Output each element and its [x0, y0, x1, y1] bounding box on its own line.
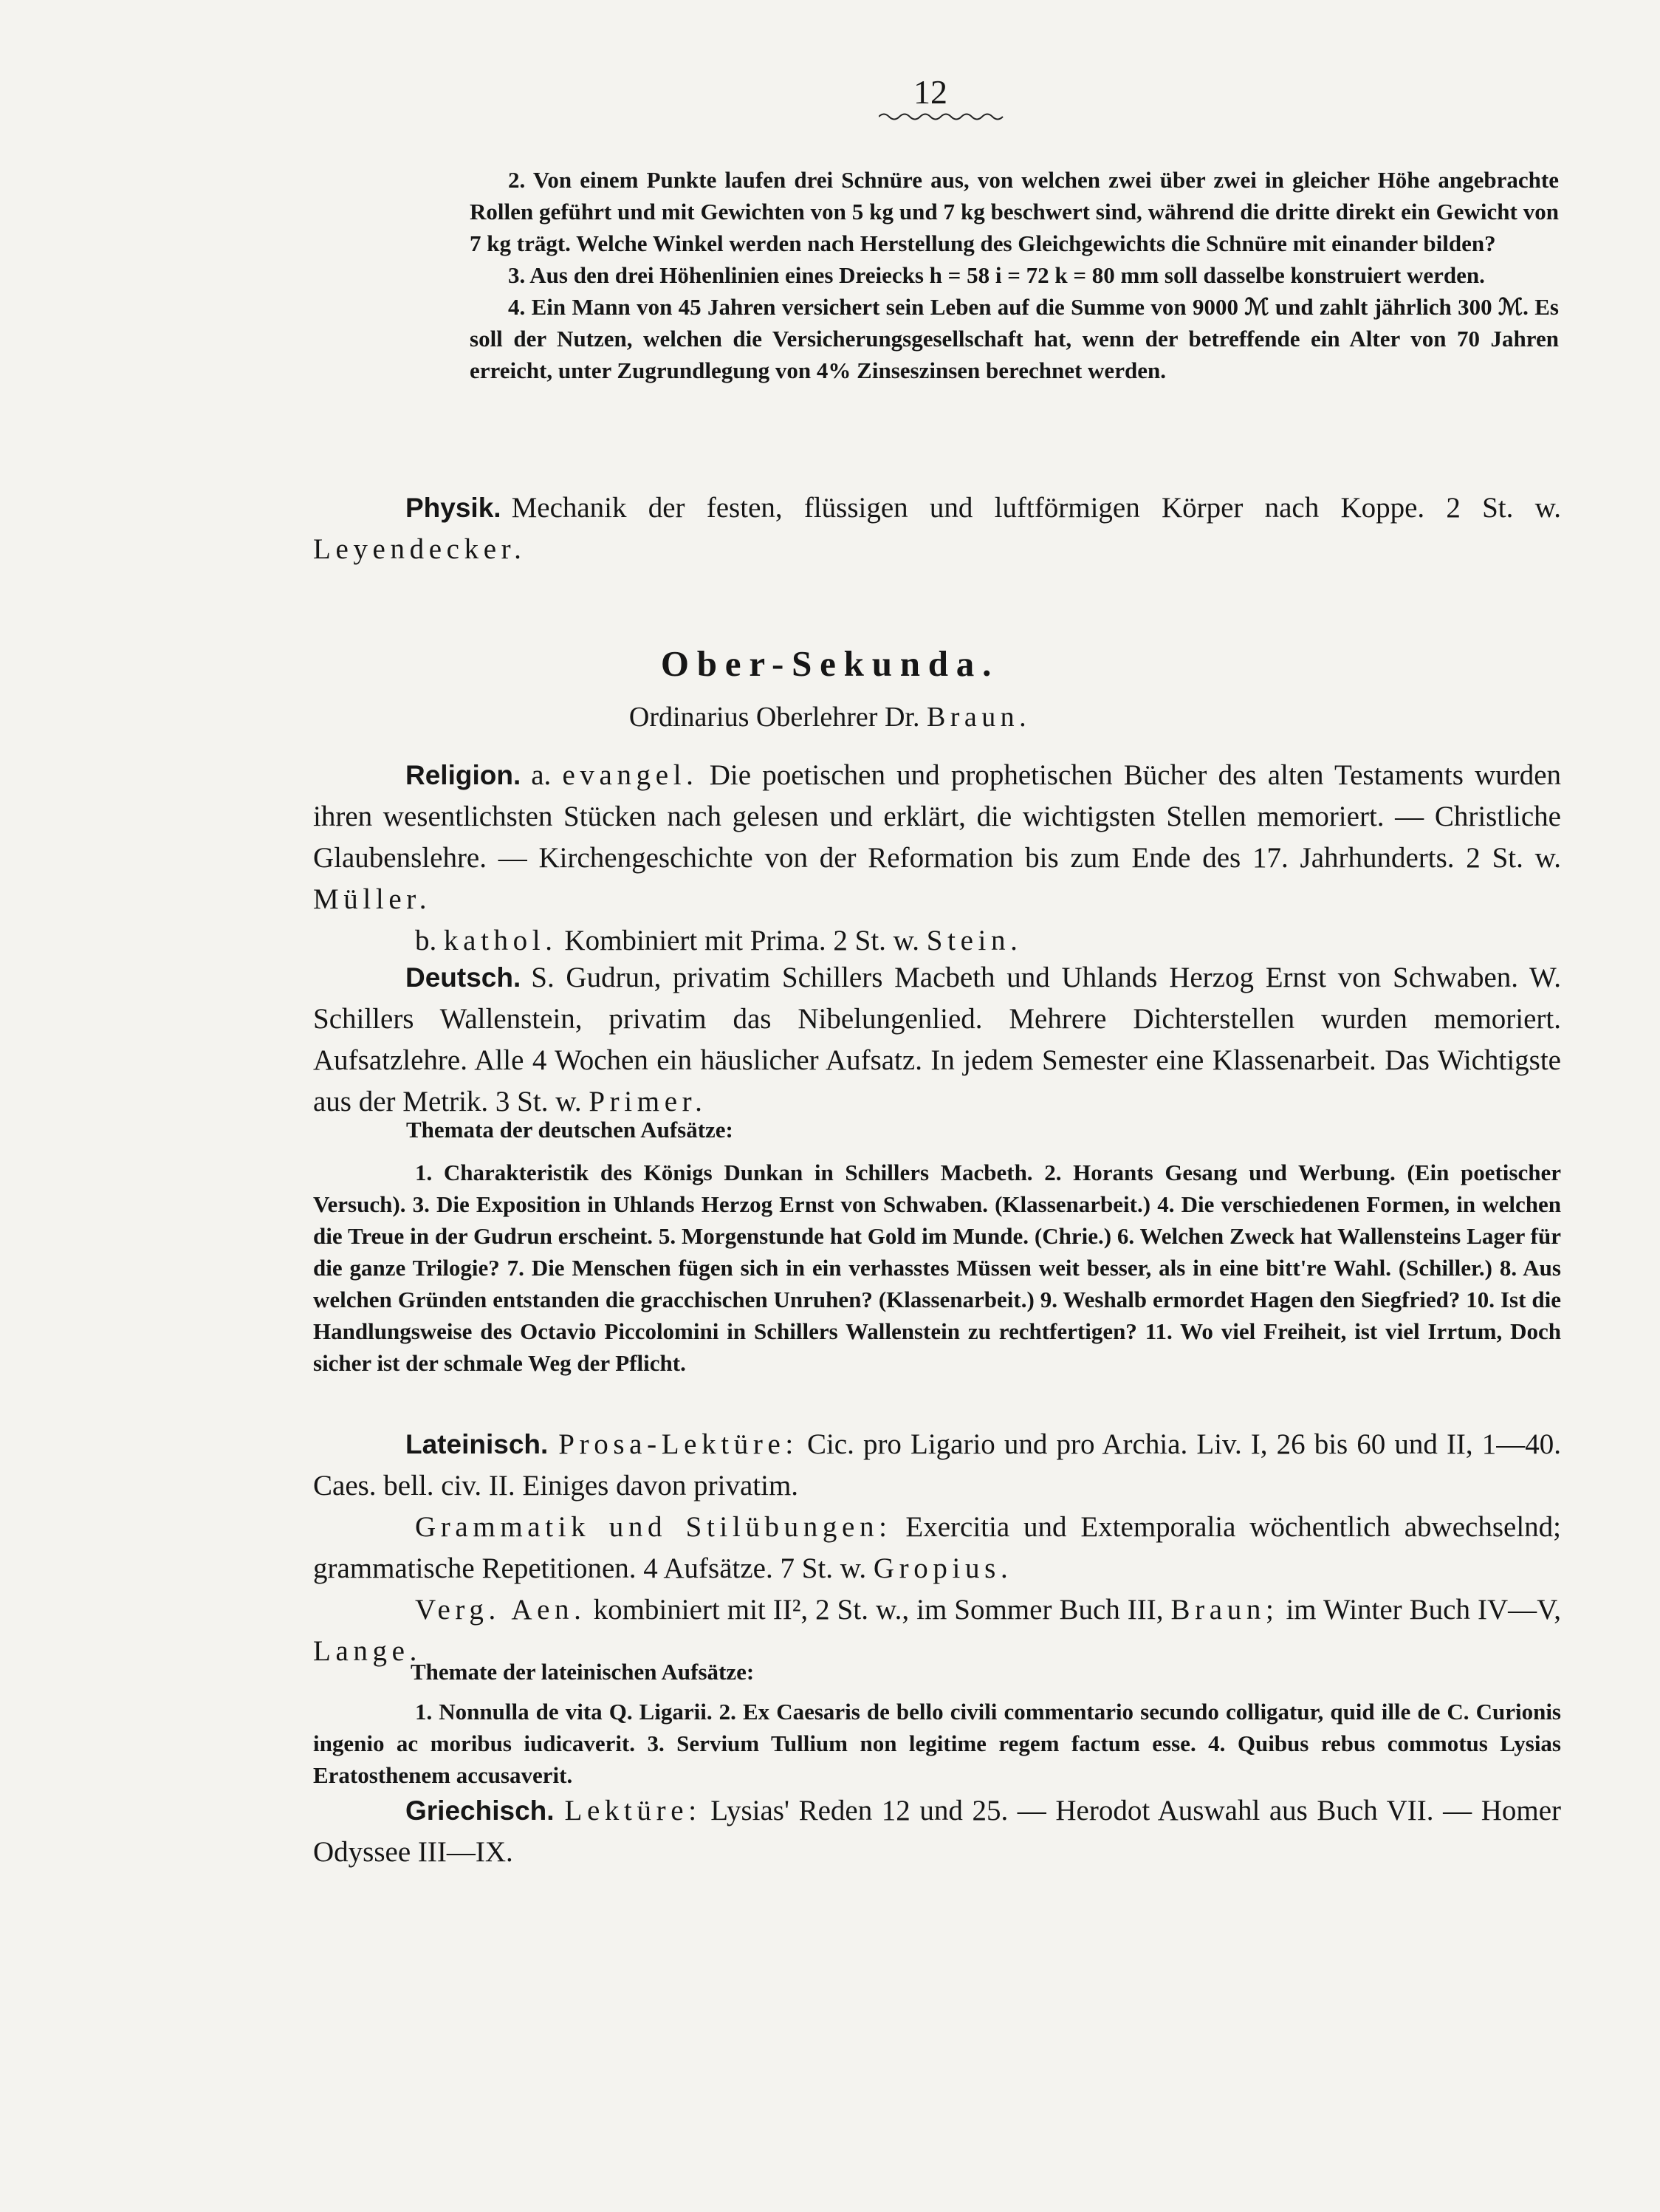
deutsch-topics-heading: Themata der deutschen Aufsätze: [406, 1117, 733, 1143]
latein-label: Lateinisch. [405, 1429, 549, 1459]
physik-text: Mechanik der festen, flüssigen und luftförmigen Körper nach Koppe. 2 St. w. [511, 492, 1561, 524]
griechisch-section: Griechisch. Lektüre: Lysias' Reden 12 und 25. — Herodot Auswahl aus Buch VII. — Homer Odyssee III—IX. [313, 1795, 1562, 1868]
latein-topics-heading: Themate der lateinischen Aufsätze: [411, 1659, 755, 1685]
math-problems [470, 164, 1559, 386]
latein-topics [313, 1696, 1561, 1791]
math-problem-2: 2. Von einem Punkte laufen drei Schnüre aus, von welchen zwei über zwei in gleicher Höhe angebrachte Rollen geführt und mit Gewichten von 5 kg und 7 kg beschwert sind, während die dritte direkt ein Gewicht von 7 kg trägt. Welche Winkel werden nach Herstellung des Gleichgewichts die Schnüre mit einander bilden? [470, 167, 1559, 256]
physik-teacher: Leyendecker. [313, 533, 527, 565]
deutsch-text: S. Gudrun, privatim Schillers Macbeth und Uhlands Herzog Ernst von Schwaben. W. Schillers Wallenstein, privatim das Nibelungenlied. Mehrere Dichterstellen wurden memoriert. Aufsatzlehre. Alle 4 Wochen ein häuslicher Aufsatz. In jedem Semester eine Klassenarbeit. Das Wichtigste aus der Metrik. 3 St. w. [313, 962, 1561, 1117]
latein-topics-heading-box [411, 1659, 1563, 1685]
deutsch-topics-heading-box [406, 1117, 1558, 1143]
deutsch-teacher: Primer. [589, 1086, 707, 1117]
religion-evangel: Religion. a. evangel. Die poetischen und prophetischen Bücher des alten Testaments wurden ihren wesentlichsten Stücken nach gelesen und erklärt, die wichtigsten Stellen memoriert. — Christliche Glaubenslehre. — Kirchengeschichte von der Reformation bis zum Ende des 17. Jahrhunderts. 2 St. w. Müller. [313, 759, 1562, 915]
latein-topics-text: 1. Nonnulla de vita Q. Ligarii. 2. Ex Caesaris de bello civili commentario secundo colligatur, quid ille de C. Curionis ingenio ac moribus iudicaverit. 3. Servium Tullium non legitime regem factum esse. 4. Quibus rebus commotus Lysias Eratosthenem accusaverit. [313, 1699, 1561, 1788]
religion-teacher-a: Müller. [313, 883, 432, 915]
class-heading [0, 643, 1660, 733]
deutsch-section [313, 957, 1561, 1123]
latein-grammatik: Grammatik und Stilübungen: Exercitia und Extemporalia wöchentlich abwechselnd; grammatische Repetitionen. 4 Aufsätze. 7 St. w. Gropius. [313, 1511, 1561, 1584]
religion-section [313, 755, 1561, 962]
physik-label: Physik. [405, 493, 501, 523]
religion-teacher-b: Stein. [926, 925, 1023, 956]
page-number: 12 [913, 73, 947, 111]
latein-teacher-gropius: Gropius. [873, 1552, 1013, 1584]
ordinarius-name: Braun. [926, 702, 1032, 733]
latein-teacher-braun: Braun; [1170, 1594, 1279, 1626]
latein-lektuere: Lateinisch. Prosa-Lektüre: Cic. pro Ligario und pro Archia. Liv. I, 26 bis 60 und II, 1—40. Caes. bell. civ. II. Einiges davon privatim. [313, 1428, 1562, 1502]
religion-label: Religion. [405, 760, 521, 790]
ordinarius-text: Ordinarius Oberlehrer Dr. [628, 702, 920, 733]
ornament-wave [879, 111, 1012, 123]
math-problem-3: 3. Aus den drei Höhenlinien eines Dreiecks h = 58 i = 72 k = 80 mm soll dasselbe konstruiert werden. [508, 262, 1485, 288]
latein-vergil: Verg. Aen. kombiniert mit II², 2 St. w., im Sommer Buch III, Braun; im Winter Buch IV—V, Lange. [313, 1594, 1562, 1667]
griechisch-text: Lysias' Reden 12 und 25. — Herodot Auswahl aus Buch VII. — Homer Odyssee III—IX. [313, 1795, 1562, 1868]
griechisch-label: Griechisch. [405, 1795, 555, 1826]
ordinarius-line [0, 701, 1660, 733]
class-title: Ober-Sekunda. [660, 643, 1000, 684]
religion-kathol: b. kathol. Kombiniert mit Prima. 2 St. w. Stein. [415, 925, 1023, 956]
physik-section [313, 487, 1561, 570]
deutsch-label: Deutsch. [405, 962, 521, 993]
math-problem-4: 4. Ein Mann von 45 Jahren versichert sein Leben auf die Summe von 9000 ℳ und zahlt jährlich 300 ℳ. Es soll der Nutzen, welchen die Versicherungsgesellschaft hat, wenn der betreffende ein Alter von 70 Jahren erreicht, unter Zugrundlegung von 4% Zinseszinsen berechnet werden. [470, 294, 1559, 383]
deutsch-topics-text: 1. Charakteristik des Königs Dunkan in Schillers Macbeth. 2. Horants Gesang und Werbung. (Ein poetischer Versuch). 3. Die Exposition in Uhlands Herzog Ernst von Schwaben. (Klassenarbeit.) 4. Die verschiedenen Formen, in welchen die Treue in der Gudrun erscheint. 5. Morgenstunde hat Gold im Munde. (Chrie.) 6. Welchen Zweck hat Wallensteins Lager für die ganze Trilogie? 7. Die Menschen fügen sich in ein verhasstes Müssen weit besser, als in eine bitt're Wahl. (Schiller.) 8. Aus welchen Gründen entstanden die gracchischen Unruhen? (Klassenarbeit.) 9. Weshalb ermordet Hagen den Siegfried? 10. Ist die Handlungsweise des Octavio Piccolomini in Schillers Wallenstein zu rechtfertigen? 11. Wo viel Freiheit, ist viel Irrtum, Doch sicher ist der schmale Weg der Pflicht. [313, 1160, 1561, 1376]
latein-section [313, 1424, 1561, 1672]
deutsch-topics [313, 1157, 1561, 1379]
latein-teacher-lange: Lange. [313, 1635, 422, 1667]
